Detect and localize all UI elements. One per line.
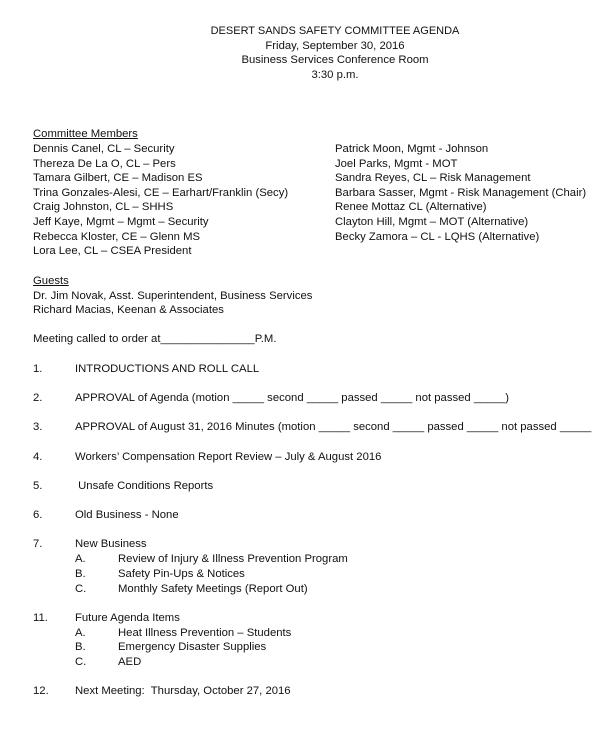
guests-heading: Guests	[33, 275, 69, 287]
member-name: Jeff Kaye, Mgmt – Mgmt – Security	[33, 215, 209, 228]
agenda-item-text: Workers’ Compensation Report Review – July & August 2016	[75, 451, 382, 463]
subitem-text: Safety Pin-Ups & Notices	[118, 568, 245, 580]
agenda-item-number: 7.	[33, 538, 43, 550]
meeting-location: Business Services Conference Room	[241, 54, 429, 67]
meeting-date: Friday, September 30, 2016	[265, 39, 405, 52]
agenda-item-number: 4.	[33, 451, 43, 463]
agenda-item-text: INTRODUCTIONS AND ROLL CALL	[75, 363, 260, 375]
member-name: Rebecca Kloster, CE – Glenn MS	[33, 230, 201, 243]
members-left-column	[33, 142, 333, 259]
subitem-text: Heat Illness Prevention – Students	[118, 627, 292, 639]
agenda-item-text: APPROVAL of August 31, 2016 Minutes (motion _____ second _____ passed _____ not passed _____	[75, 421, 592, 433]
member-name: Tamara Gilbert, CE – Madison ES	[33, 172, 203, 185]
subitem-letter: C.	[75, 583, 87, 595]
subitem-letter: B.	[75, 568, 86, 580]
call-to-order-line: Meeting called to order at_______________P.M.	[33, 333, 277, 345]
meeting-time: 3:30 p.m.	[311, 68, 359, 81]
subitem-text: Review of Injury & Illness Prevention Program	[118, 553, 348, 565]
agenda-item-text: New Business	[75, 538, 147, 550]
member-name: Joel Parks, Mgmt - MOT	[335, 157, 458, 170]
subitem-letter: B.	[75, 641, 86, 653]
member-name: Craig Johnston, CL – SHHS	[33, 201, 174, 214]
committee-members-section	[33, 127, 593, 258]
agenda-item-number: 2.	[33, 392, 43, 404]
agenda-title: DESERT SANDS SAFETY COMMITTEE AGENDA	[210, 25, 460, 37]
subitem-text: Monthly Safety Meetings (Report Out)	[118, 583, 308, 595]
agenda-item-number: 6.	[33, 509, 43, 521]
subitem-letter: A.	[75, 627, 86, 639]
subitem-text: Emergency Disaster Supplies	[118, 641, 267, 653]
agenda-item-number: 1.	[33, 363, 43, 375]
guests-section	[33, 274, 573, 318]
agenda-item-number: 5.	[33, 480, 43, 492]
member-name: Lora Lee, CL – CSEA President	[33, 245, 192, 258]
agenda-item-text: Future Agenda Items	[75, 612, 180, 624]
agenda-item-number: 3.	[33, 421, 43, 433]
agenda-header	[0, 24, 600, 82]
member-name: Trina Gonzales-Alesi, CE – Earhart/Franklin (Secy)	[33, 186, 289, 199]
subitem-letter: A.	[75, 553, 86, 565]
subitem-text: AED	[118, 656, 142, 668]
member-name: Sandra Reyes, CL – Risk Management	[335, 172, 531, 185]
committee-members-heading: Committee Members	[33, 128, 138, 140]
agenda-item-number: 11.	[33, 612, 48, 624]
agenda-item-text: APPROVAL of Agenda (motion _____ second _____ passed _____ not passed _____)	[75, 392, 509, 404]
guest-name: Richard Macias, Keenan & Associates	[33, 304, 224, 317]
agenda-item-text: Old Business - None	[75, 509, 179, 521]
member-name: Clayton Hill, Mgmt – MOT (Alternative)	[335, 215, 529, 228]
guest-name: Dr. Jim Novak, Asst. Superintendent, Business Services	[33, 289, 313, 302]
member-name: Becky Zamora – CL - LQHS (Alternative)	[335, 230, 540, 243]
member-name: Dennis Canel, CL – Security	[33, 143, 175, 155]
agenda-item-number: 12.	[33, 685, 49, 697]
agenda-item-text: Unsafe Conditions Reports	[75, 480, 214, 492]
agenda-item-text: Next Meeting: Thursday, October 27, 2016	[75, 685, 291, 697]
member-name: Patrick Moon, Mgmt - Johnson	[335, 143, 489, 155]
subitem-letter: C.	[75, 656, 87, 668]
member-name: Renee Mottaz CL (Alternative)	[335, 201, 487, 214]
member-name: Barbara Sasser, Mgmt - Risk Management (Chair)	[335, 186, 587, 199]
member-name: Thereza De La O, CL – Pers	[33, 157, 176, 170]
members-right-column	[335, 142, 595, 244]
